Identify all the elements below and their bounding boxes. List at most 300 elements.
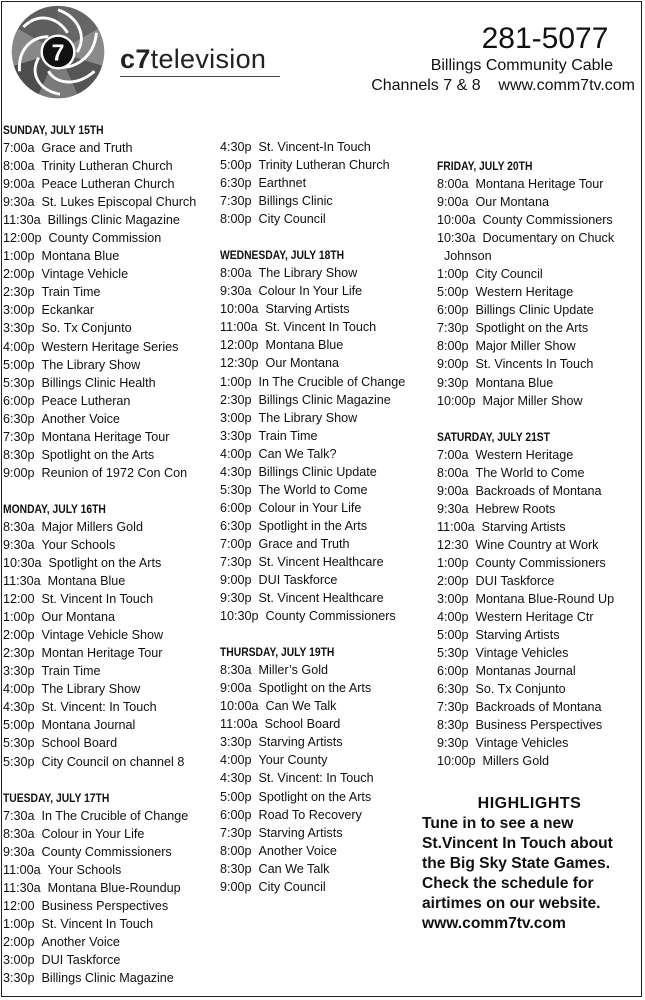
show-title: County Commissioners (265, 609, 396, 624)
air-time: 7:00a (3, 141, 35, 155)
show-title: Train Time (41, 664, 101, 679)
show-title: St. Lukes Episcopal Church (41, 195, 197, 210)
air-time: 3:00p (220, 410, 252, 425)
show-title: St. Vincents In Touch (475, 357, 594, 372)
show-title: Montana Blue-Round Up (475, 591, 615, 606)
air-time: 9:30a (3, 844, 35, 859)
air-time: 1:00p (3, 916, 35, 931)
show-title: St. Vincent In Touch (41, 592, 154, 607)
air-time: 8:30p (220, 861, 252, 876)
air-time: 8:00a (437, 465, 469, 480)
air-time: 6:00p (437, 303, 469, 318)
schedule-item (3, 626, 218, 644)
air-time: 8:30a (220, 663, 252, 678)
schedule-item (3, 319, 218, 337)
show-title: Starving Artists (258, 825, 343, 840)
schedule-item (437, 464, 637, 482)
schedule-item (3, 301, 218, 319)
schedule-item (437, 355, 637, 373)
air-time: 11:30a (3, 880, 41, 895)
air-time: 1:00p (437, 267, 469, 282)
air-time: 4:00p (220, 446, 252, 461)
air-time: 4:30p (3, 700, 35, 715)
schedule-item (3, 175, 218, 193)
schedule-item (220, 661, 432, 679)
air-time: 2:30p (220, 392, 252, 407)
air-time: 8:30a (3, 826, 35, 841)
air-time: 5:30p (220, 482, 252, 497)
air-time: 6:00p (3, 393, 35, 408)
show-title: Major Miller Show (475, 339, 576, 354)
show-title: Montana Blue (41, 249, 120, 264)
show-title: St. Vincent: In Touch (41, 700, 157, 715)
show-title: Western Heritage (475, 285, 574, 300)
air-time: 6:30p (437, 682, 469, 697)
air-time: 7:30p (220, 825, 252, 840)
schedule-item (3, 410, 218, 428)
show-title: Business Perspectives (475, 718, 603, 733)
show-title: Another Voice (41, 934, 120, 949)
air-time: 4:00p (3, 682, 35, 697)
show-title: Starving Artists (481, 519, 566, 534)
schedule-item (3, 825, 218, 843)
show-title: Train Time (258, 428, 318, 443)
show-title: Business Perspectives (41, 898, 169, 913)
day-heading: SATURDAY, JULY 21ST (437, 429, 550, 444)
show-title: Miller’s Gold (258, 663, 329, 678)
show-title: St. Vincent-In Touch (258, 140, 371, 154)
air-time: 6:30p (220, 518, 252, 533)
show-title: Colour in Your Life (41, 826, 145, 841)
schedule-item (220, 806, 432, 824)
show-title: St. Vincent In Touch (264, 320, 377, 335)
schedule-item (220, 769, 432, 787)
show-title: Wine Country at Work (475, 537, 599, 552)
schedule-item (437, 319, 637, 337)
air-time: 8:00p (220, 843, 252, 858)
show-title: Spotlight on the Arts (258, 681, 372, 696)
show-title: Major Millers Gold (41, 519, 143, 534)
schedule-item (3, 338, 218, 356)
air-time: 8:00p (220, 212, 252, 227)
air-time: 3:00p (3, 303, 35, 318)
show-title: Earthnet (258, 176, 307, 191)
schedule-item (3, 356, 218, 374)
schedule-item (437, 590, 637, 608)
show-title: Western Heritage (475, 447, 574, 462)
day-list-sunday (3, 139, 218, 482)
schedule-item (220, 733, 432, 751)
schedule-item (437, 229, 637, 247)
air-time: 3:30p (220, 428, 252, 443)
day-heading: WEDNESDAY, JULY 18TH (220, 248, 345, 263)
show-title: Backroads of Montana (475, 483, 602, 498)
schedule-item (437, 175, 637, 193)
schedule-item (437, 446, 637, 464)
show-title: Montan Heritage Tour (41, 646, 163, 661)
schedule-item (3, 554, 218, 572)
schedule-item (220, 210, 432, 228)
air-time: 1:00p (3, 249, 35, 264)
air-time: 6:00p (220, 807, 252, 822)
show-title: County Commissioners (475, 555, 606, 570)
air-time: 11:30a (3, 213, 41, 228)
air-time: 3:30p (3, 970, 35, 985)
air-time: 11:30a (3, 574, 41, 589)
highlights-title: HIGHLIGHTS (477, 795, 582, 812)
show-title: Montana Blue (475, 375, 554, 390)
schedule-item (3, 753, 218, 771)
air-time: 8:30p (3, 447, 35, 462)
schedule-item (220, 427, 432, 445)
day-heading: SUNDAY, JULY 15TH (3, 123, 104, 137)
air-time: 4:00p (220, 753, 252, 768)
air-time: 9:30a (3, 195, 35, 210)
show-title: The World to Come (258, 482, 368, 497)
brand-wordmark (120, 44, 266, 75)
schedule-item (437, 193, 637, 211)
air-time: 10:00p (437, 754, 476, 769)
show-title: Vintage Vehicle Show (41, 628, 164, 643)
schedule-item (220, 824, 432, 842)
air-time: 3:00p (437, 591, 469, 606)
brand-c7: c7 (120, 44, 151, 74)
show-title: Billings Clinic Update (258, 464, 377, 479)
show-title: Starving Artists (258, 735, 343, 750)
show-title: Vintage Vehicles (475, 736, 569, 751)
air-time: 3:30p (220, 735, 252, 750)
show-title: Vintage Vehicles (475, 646, 569, 661)
schedule-item (3, 915, 218, 933)
schedule-item (220, 391, 432, 409)
schedule-item (3, 680, 218, 698)
schedule-item (437, 644, 637, 662)
show-title: The World to Come (475, 465, 585, 480)
schedule-item (3, 247, 218, 265)
air-time: 9:00a (437, 195, 469, 210)
air-time: 3:30p (3, 321, 35, 336)
schedule-item (220, 336, 432, 354)
show-title: Montana Blue (265, 338, 344, 353)
schedule-item (220, 589, 432, 607)
air-time: 11:00a (437, 519, 475, 534)
show-title: Starving Artists (475, 628, 560, 643)
schedule-item (220, 282, 432, 300)
show-title: Your Schools (47, 862, 122, 877)
show-title: City Council (475, 267, 543, 282)
show-title: Trinity Lutheran Church (258, 158, 390, 173)
show-title: Our Montana (475, 195, 550, 210)
schedule-item (3, 716, 218, 734)
schedule-item (220, 571, 432, 589)
schedule-item (3, 229, 218, 247)
show-title: Documentary on Chuck (482, 231, 615, 246)
air-time: 9:30p (437, 736, 469, 751)
show-title: Colour in Your Life (258, 500, 362, 515)
show-title: Spotlight on the Arts (475, 321, 589, 336)
air-time: 12:30p (220, 356, 259, 371)
air-time: 8:30a (3, 519, 35, 534)
air-time: 7:30p (437, 321, 469, 336)
show-title: Montana Blue (47, 574, 126, 589)
air-time: 12:00 (3, 898, 35, 913)
air-time: 6:30p (220, 176, 252, 191)
schedule-item (220, 517, 432, 535)
air-time: 9:00p (437, 357, 469, 372)
schedule-item (220, 679, 432, 697)
schedule-item (220, 354, 432, 372)
air-time: 1:00p (220, 374, 252, 389)
schedule-item (3, 157, 218, 175)
schedule-item (220, 174, 432, 192)
schedule-item (3, 897, 218, 915)
air-time: 9:30a (3, 537, 35, 552)
schedule-item (437, 211, 637, 229)
schedule-item (220, 607, 432, 625)
air-time: 8:00p (437, 339, 469, 354)
day-list-tuesday-cont (220, 138, 432, 228)
show-title: City Council (258, 879, 326, 894)
show-title: Our Montana (41, 610, 116, 625)
air-time: 7:30a (3, 808, 35, 823)
air-time: 9:30a (437, 501, 469, 516)
air-time: 5:00p (220, 789, 252, 804)
day-list-monday (3, 518, 218, 771)
air-time: 1:00p (437, 555, 469, 570)
schedule-item (220, 481, 432, 499)
schedule-item (437, 482, 637, 500)
show-title: So. Tx Conjunto (475, 682, 566, 697)
air-time: 11:00a (220, 320, 258, 335)
channels-website: Channels 7 & 8 www.comm7tv.com (371, 77, 635, 94)
show-title: School Board (41, 736, 118, 751)
show-title: Our Montana (265, 356, 340, 371)
schedule-item (437, 337, 637, 355)
show-title: Montana Heritage Tour (41, 429, 170, 444)
schedule-item (3, 536, 218, 554)
air-time: 5:00p (220, 158, 252, 173)
schedule-item (3, 590, 218, 608)
schedule-item (437, 301, 637, 319)
schedule-item (437, 716, 637, 734)
schedule-item (220, 409, 432, 427)
air-time: 8:00a (220, 266, 252, 281)
show-title: City Council on channel 8 (41, 754, 185, 769)
show-title: Can We Talk (258, 861, 330, 876)
schedule-item (220, 463, 432, 481)
schedule-item (3, 734, 218, 752)
show-title: St. Vincent: In Touch (258, 771, 374, 786)
air-time: 9:00p (3, 465, 35, 480)
show-title: Billings Clinic Magazine (41, 970, 174, 985)
day-list-wednesday (220, 264, 432, 625)
schedule-item (437, 374, 637, 392)
schedule-item (437, 680, 637, 698)
schedule-item (3, 861, 218, 879)
show-title: Johnson (444, 249, 492, 264)
show-title: Spotlight on the Arts (41, 447, 155, 462)
air-time: 4:30p (220, 771, 252, 786)
schedule-item (437, 608, 637, 626)
show-title: Eckankar (41, 303, 95, 318)
day-heading: FRIDAY, JULY 20TH (437, 159, 533, 173)
show-title: Montana Blue-Roundup (47, 880, 181, 895)
schedule-item (220, 373, 432, 391)
schedule-item (3, 879, 218, 897)
schedule-item (437, 626, 637, 644)
schedule-item (220, 715, 432, 733)
show-title: DUI Taskforce (41, 952, 121, 967)
air-time: 10:00a (220, 302, 259, 317)
day-list-saturday (437, 446, 637, 771)
air-time: 10:00a (437, 213, 476, 228)
show-title: Starving Artists (265, 302, 350, 317)
show-title: St. Vincent In Touch (41, 916, 154, 931)
air-time: 10:00p (437, 393, 476, 408)
schedule-item (3, 644, 218, 662)
air-time: 2:00p (3, 628, 35, 643)
show-title: Peace Lutheran (41, 393, 131, 408)
schedule-item (220, 300, 432, 318)
air-time: 12:00p (220, 338, 259, 353)
show-title: Your Schools (41, 537, 116, 552)
air-time: 8:00a (437, 177, 469, 191)
schedule-item (437, 247, 637, 265)
air-time: 8:30p (437, 718, 469, 733)
phone-number: 281-5077 (481, 22, 609, 55)
air-time: 5:30p (3, 375, 35, 390)
schedule-item (437, 572, 637, 590)
schedule-item (220, 318, 432, 336)
air-time: 2:00p (3, 267, 35, 282)
schedule-item (437, 536, 637, 554)
air-time: 6:00p (220, 500, 252, 515)
schedule-item (3, 969, 218, 987)
schedule-item (437, 283, 637, 301)
show-title: DUI Taskforce (475, 573, 555, 588)
day-list-friday (437, 175, 637, 410)
schedule-item (220, 192, 432, 210)
air-time: 9:00a (220, 681, 252, 696)
show-title: Your County (258, 753, 328, 768)
air-time: 7:00p (220, 536, 252, 551)
air-time: 5:30p (3, 736, 35, 751)
air-time: 1:00p (3, 610, 35, 625)
logo-numeral: 7 (51, 39, 65, 66)
schedule-item (3, 843, 218, 861)
air-time: 6:30p (3, 411, 35, 426)
schedule-item (3, 807, 218, 825)
schedule-item (437, 752, 637, 770)
air-time: 10:00a (220, 699, 259, 714)
schedule-item (3, 193, 218, 211)
air-time: 4:30p (220, 464, 252, 479)
air-time: 5:30p (437, 646, 469, 661)
show-title: In The Crucible of Change (258, 374, 406, 389)
schedule-item (220, 445, 432, 463)
show-title: Hebrew Roots (475, 501, 556, 516)
schedule-item (3, 951, 218, 969)
schedule-item (437, 662, 637, 680)
show-title: Road To Recovery (258, 807, 362, 822)
show-title: Grace and Truth (41, 141, 133, 155)
air-time: 5:00p (3, 357, 35, 372)
show-title: St. Vincent Healthcare (258, 554, 384, 569)
day-heading: TUESDAY, JULY 17TH (3, 790, 110, 805)
show-title: Billings Clinic Health (41, 375, 156, 390)
show-title: Spotlight on the Arts (48, 555, 162, 570)
show-title: Billings Clinic Magazine (47, 213, 180, 228)
show-title: Trinity Lutheran Church (41, 159, 173, 174)
air-time: 2:00p (3, 934, 35, 949)
schedule-item (3, 392, 218, 410)
air-time: 3:30p (3, 664, 35, 679)
air-time: 5:00p (3, 718, 35, 733)
air-time: 12:00p (3, 231, 42, 246)
show-title: Montana Journal (41, 718, 136, 733)
air-time: 4:30p (220, 140, 252, 154)
schedule-item (437, 265, 637, 283)
show-title: Reunion of 1972 Con Con (41, 465, 188, 480)
c7-swirl-logo (10, 4, 106, 100)
schedule-item (3, 662, 218, 680)
schedule-item (3, 464, 218, 482)
day-heading: MONDAY, JULY 16TH (3, 501, 106, 516)
show-title: Montanas Journal (475, 664, 576, 679)
air-time: 7:30p (437, 700, 469, 715)
show-title: County Commission (48, 231, 162, 246)
show-title: Colour In Your Life (258, 284, 363, 299)
show-title: So. Tx Conjunto (41, 321, 132, 336)
air-time: 5:00p (437, 628, 469, 643)
air-time: 9:00a (3, 177, 35, 192)
schedule-item (437, 734, 637, 752)
show-title: Train Time (41, 285, 101, 300)
schedule-column-2 (220, 138, 432, 896)
schedule-item (3, 374, 218, 392)
schedule-column-3 (437, 157, 637, 770)
schedule-item (3, 139, 218, 157)
day-heading: THURSDAY, JULY 19TH (220, 645, 335, 660)
schedule-item (220, 535, 432, 553)
air-time: 12:00 (3, 592, 35, 607)
schedule-item (3, 698, 218, 716)
show-title: Major Miller Show (482, 393, 583, 408)
show-title: Billings Clinic (258, 194, 333, 209)
show-title: DUI Taskforce (258, 573, 338, 588)
schedule-column-1 (3, 121, 218, 987)
schedule-item (3, 446, 218, 464)
day-list-thursday (220, 661, 432, 896)
air-time: 9:30p (220, 591, 252, 606)
schedule-item (3, 428, 218, 446)
air-time: 11:00a (220, 717, 258, 732)
show-title: Montana Heritage Tour (475, 177, 604, 191)
day-list-tuesday (3, 807, 218, 987)
air-time: 10:30p (220, 609, 259, 624)
schedule-item (437, 518, 637, 536)
show-title: Spotlight in the Arts (258, 518, 368, 533)
schedule-item (220, 499, 432, 517)
show-title: In The Crucible of Change (41, 808, 189, 823)
air-time: 5:00p (437, 285, 469, 300)
air-time: 10:30a (3, 555, 42, 570)
air-time: 9:00p (220, 573, 252, 588)
show-title: The Library Show (258, 266, 358, 281)
schedule-item (3, 518, 218, 536)
show-title: Can We Talk? (258, 446, 337, 461)
air-time: 4:00p (3, 339, 35, 354)
